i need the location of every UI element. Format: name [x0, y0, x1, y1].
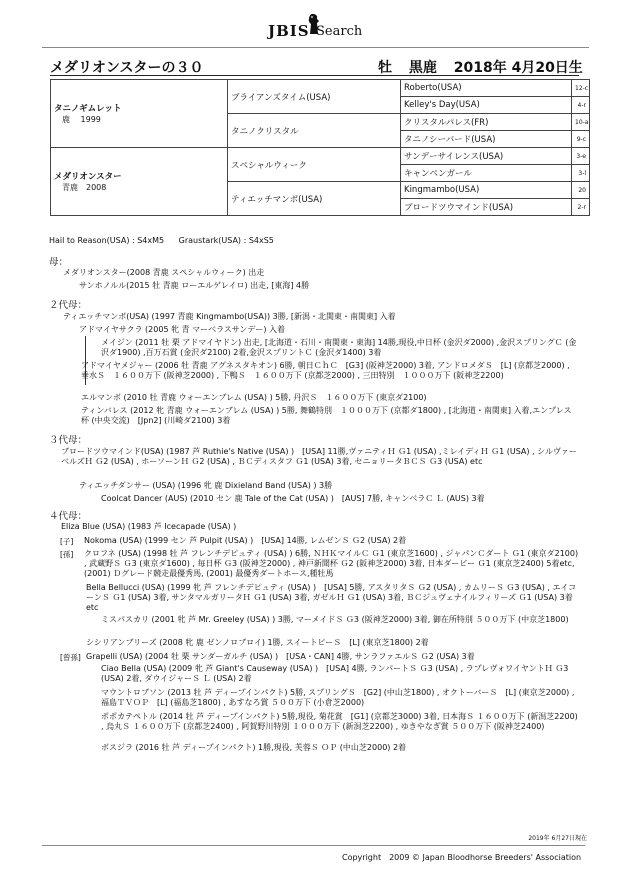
dam-name: メダリオンスター: [54, 172, 122, 182]
family-code: 3-e: [572, 148, 590, 165]
title-rule: [50, 75, 579, 76]
dam4-line: Eliza Blue (USA) (1983 芦 Icecapade (USA) ): [61, 522, 237, 531]
gen3-cell[interactable]: クリスタルパレス(FR): [401, 114, 572, 131]
gen3-cell[interactable]: タニノシーバード(USA): [401, 131, 572, 148]
copyright: Copyright 2009 © Japan Bloodhorse Breeders' Association: [342, 853, 582, 862]
gen3-cell[interactable]: Kingmambo(USA): [401, 182, 572, 199]
horse-color: 黒鹿: [408, 60, 437, 76]
generation-tag: [曾孫]: [60, 653, 81, 662]
gen3-cell[interactable]: ブロードツウマインド(USA): [401, 199, 572, 216]
dam4-line: ボスジラ (2016 牡 芦 ディープインパクト) 1勝,現役, 芙蓉Ｓ ＯＰ (中山芝2000) 2着: [101, 743, 407, 752]
dam3-line: ブロードツウマインド(USA) (1987 芦 Ruthie's Native (USA) ) [USA] 11勝,ヴァニティＨ Ｇ1 (USA) ,ミレイディＨ Ｇ1 (USA) , シルヴァーベルズＨ Ｇ2 (USA) , ホーソーンＨ Ｇ2 (USA) , ＢＣディスタフ Ｇ1 (USA) 3着, セニョリータＢＣＳ Ｇ3 (USA) etc: [61, 447, 577, 466]
logo-main-text: JBIS: [268, 22, 310, 40]
generation-tag: [孫]: [60, 550, 74, 559]
gen3-cell[interactable]: キャンペンガール: [401, 165, 572, 182]
jbis-logo[interactable]: [268, 10, 378, 44]
as-of-date: 2019年 6月27日現在: [528, 835, 587, 842]
sire-name: タニノギムレット: [54, 104, 122, 114]
cross-item: Graustark(USA) : S4xS5: [178, 236, 274, 245]
footer-rule: [42, 845, 585, 846]
horse-sex: 牡: [378, 60, 392, 76]
gen3-cell[interactable]: Kelley's Day(USA): [401, 97, 572, 114]
dam4-line: シシリアンブリーズ (2008 牝 鹿 ゼンノロブロイ) 1勝, スイートピーＳ [L] (東京芝1800) 2着: [86, 638, 429, 647]
dam4-line: クロフネ (USA) (1998 牡 芦 フレンチデピュティ (USA) ) 6勝, ＮＨＫマイルＣ Ｇ1 (東京芝1600) , ジャパンＣダート Ｇ1 (東京ダ2100) , 武蔵野Ｓ Ｇ3 (東京ダ1600) , 毎日杯 Ｇ3 (阪神芝2000) , 神戸新聞杯 Ｇ2 (阪神芝2000) 3着, 日本ダービー Ｇ1 (東京芝2400) 5着etc, (2001) Ｄグレード競走最優秀馬, (2001) 最優秀ダートホース,種牡馬: [84, 549, 579, 578]
dam3-line: ティエッチダンサー (USA) (1996 牝 鹿 Dixieland Band (USA) ) 3勝: [79, 481, 333, 490]
dam2-line: エルマンボ (2010 牡 青鹿 ウォーエンブレム (USA) ) 5勝, 丹沢Ｓ １６００万下 (東京ダ2100): [81, 393, 427, 402]
family-code: 20: [572, 182, 590, 199]
sire-info: 鹿 1999: [62, 115, 101, 124]
dam4-line: Bella Bellucci (USA) (1999 牝 芦 フレンチデピュティ (USA) ) [USA] 5勝, アスタリタＳ Ｇ2 (USA) , カムリーＳ Ｇ3 (USA) , エイコーンＳ Ｇ1 (USA) 3着, サンタマルガリータＨ Ｇ1 (USA) 3着, ガゼルＨ Ｇ1 (USA) 3着, ＢＣジュヴェナイルフィリーズ Ｇ1 (USA) 3着etc: [86, 583, 577, 612]
dam-line: サンホノルル(2015 牡 青鹿 ローエルゲレイロ) 出走, [東海] 4勝: [79, 281, 310, 290]
cross-item: Hail to Reason(USA) : S4xM5: [49, 236, 165, 245]
dam2-line: ティエッチマンボ(USA) (1997 青鹿 Kingmambo(USA)) 3勝, [新潟・北関東・南関東] 入着: [63, 312, 396, 321]
logo-sub-text: Search: [316, 24, 363, 39]
dam2-line: ティンバレス (2012 牝 青鹿 ウォーエンブレム (USA) ) 5勝, 舞鶴特別 １０００万下 (京都ダ1800) , [北海道・南関東] 入着,エンプレス杯 (中央交流) [Jpn2] (川崎ダ2100) 3着: [81, 406, 572, 425]
header-rule-top: [42, 47, 589, 48]
dam-section-heading: 母：: [49, 257, 69, 268]
gen2-cell[interactable]: タニノクリスタル: [228, 114, 401, 148]
family-code: 4-r: [572, 97, 590, 114]
dam-cell[interactable]: [51, 148, 228, 216]
family-code: 10-a: [572, 114, 590, 131]
dam4-line: Grapelli (USA) (2004 牡 栗 サンダーガルチ (USA) ) [USA・CAN] 4勝, サンラファエルＳ Ｇ2 (USA) 3着: [86, 652, 475, 661]
pedigree-table: [50, 79, 590, 216]
dam4-line: Nokoma (USA) (1999 セン 芦 Pulpit (USA) ) [USA] 14勝, レムゼンＳ Ｇ2 (USA) 2着: [84, 536, 407, 545]
family-code: 2-r: [572, 199, 590, 216]
dam2-line: アドマイヤサクラ (2005 牝 青 マーベラスサンデー) 入着: [79, 325, 286, 334]
inbreeding-crosses: [49, 236, 286, 245]
family-code: 9-c: [572, 131, 590, 148]
dam4-section-heading: ４代母：: [49, 511, 88, 522]
family-code: 3-l: [572, 165, 590, 182]
horse-birth: 2018年 4月20日生: [453, 60, 583, 76]
dam2-line: アドマイヤメジャー (2006 牡 青鹿 アグネスタキオン) 6勝, 朝日ＣｈＣ [G3] (阪神芝2000) 3着, アンドロメダＳ [L] (京都芝2000) , 垂水Ｓ １６００万下 (阪神芝2000) , 下鴨Ｓ １６００万下 (京都芝2000) , 三田特別 １０００万下 (阪神芝2200): [81, 361, 570, 380]
gen2-cell[interactable]: ブライアンズタイム(USA): [228, 80, 401, 114]
dam3-line: Coolcat Dancer (AUS) (2010 セン 鹿 Tale of the Cat (USA) ) [AUS] 7勝, キャンベラＣ Ｌ (AUS) 3着: [101, 494, 485, 503]
dam4-line: ポポカテペトル (2014 牡 芦 ディープインパクト) 5勝,現役, 菊花賞 [G1] (京都芝3000) 3着, 日本海Ｓ １６００万下 (新潟芝2200) , 烏丸Ｓ １６００万下 (京都芝2400) , 阿賀野川特別 １０００万下 (新潟芝2200) , ゆきやなぎ賞 ５００万下 (阪神芝2400): [101, 712, 578, 731]
gen2-cell[interactable]: ティエッチマンボ(USA): [228, 182, 401, 216]
generation-tag: [子]: [60, 537, 74, 546]
dam3-section-heading: ３代母：: [49, 435, 88, 446]
gen3-cell[interactable]: Roberto(USA): [401, 80, 572, 97]
sire-cell[interactable]: [51, 80, 228, 148]
dam-line: メダリオンスター(2008 青鹿 スペシャルウィーク) 出走: [63, 268, 265, 277]
dam2-line: メイジン (2011 牡 栗 アドマイヤドン) 出走, [北海道・石川・南関東・東海] 14勝,現役,中日杯 (金沢ダ2000) ,金沢スプリングＣ (金沢ダ1900) ,百万石賞 (金沢ダ2100) 2着,金沢スプリントＣ (金沢ダ1400) 3着: [101, 338, 577, 357]
gen3-cell[interactable]: サンデーサイレンス(USA): [401, 148, 572, 165]
dam2-section-heading: ２代母：: [49, 300, 88, 311]
gen2-cell[interactable]: スペシャルウィーク: [228, 148, 401, 182]
horse-profile: [378, 57, 595, 77]
dam4-line: マウントロブソン (2013 牡 芦 ディープインパクト) 5勝, スプリングＳ [G2] (中山芝1800) , オクトーバーＳ [L] (東京芝2000) , 福島ＴＶＯＰ [L] (福島芝1800) , あすなろ賞 ５００万下 (小倉芝2000): [101, 688, 575, 707]
dam4-line: ミスパスカリ (2001 牝 芦 Mr. Greeley (USA) ) 3勝, マーメイドＳ Ｇ3 (阪神芝2000) 3着, 御在所特別 ５００万下 (中京芝1800): [101, 615, 569, 624]
horse-name: メダリオンスターの３０: [50, 60, 204, 76]
family-code: 12-c: [572, 80, 590, 97]
dam4-line: Ciao Bella (USA) (2009 牝 芦 Giant's Causeway (USA) ) [USA] 4勝, ランパートＳ Ｇ3 (USA) , ラプレヴォワイヤントＨ Ｇ3 (USA) 2着, ダウイジャーＳ Ｌ (USA) 2着: [101, 664, 569, 683]
dam-info: 青鹿 2008: [62, 183, 107, 192]
